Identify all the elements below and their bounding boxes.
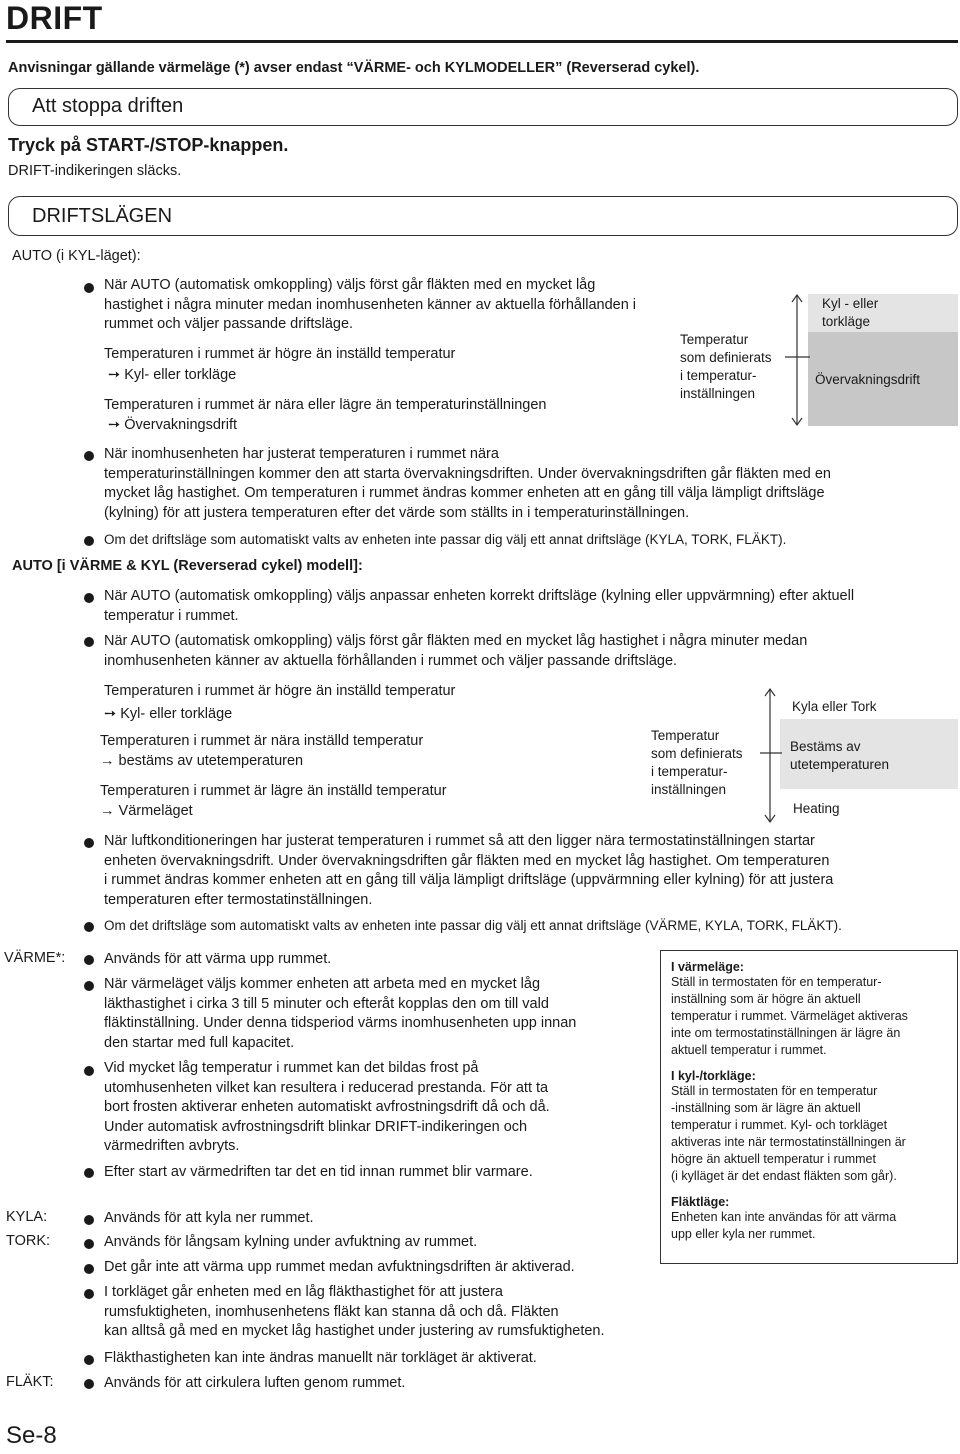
fan-note-text	[671, 1209, 951, 1243]
auto-heat-bullet3	[104, 832, 833, 910]
line: (i kylläget är det endast fläkten som går).	[671, 1169, 897, 1183]
auto-cool-condition2: Temperaturen i rummet är nära eller lägre än temperaturinställningen	[104, 397, 547, 413]
line: inställningen	[680, 386, 756, 401]
auto-cool-bullet1	[104, 276, 636, 335]
line: aktiveras inte när termostatinställningen är	[671, 1135, 906, 1149]
line: i rummet ändras kommer enheten att en gång till välja lämpligt driftsläge (uppvärmning eller kylning) för att justera	[104, 872, 834, 888]
bullet-icon	[84, 1168, 94, 1178]
heat-bullet2	[104, 975, 576, 1053]
arrow-icon: ➙	[108, 417, 125, 433]
line: mycket låg hastighet. Om temperaturen i rummet ändras kommer enheten att en gång till välja lämpligt driftsläge	[104, 485, 825, 501]
line: inte om termostatinställningen är lägre än	[671, 1026, 901, 1040]
diagram1-upper-label	[822, 295, 878, 331]
line: temperatur i rummet.	[104, 607, 239, 624]
stop-instruction: Tryck på START-/STOP-knappen.	[8, 135, 289, 155]
cool-mode-label: KYLA:	[6, 1209, 48, 1225]
bullet-icon	[84, 838, 94, 848]
arrow-icon: ➙	[104, 706, 121, 722]
line: torkläge	[822, 314, 871, 329]
line: temperatur i rummet. Kyl- och torkläget	[671, 1118, 888, 1132]
stop-section-title: Att stoppa driften	[32, 95, 184, 117]
line: Vid mycket låg temperatur i rummet kan det bildas frost på	[104, 1060, 479, 1076]
auto-cool-heading: AUTO (i KYL-läget):	[12, 248, 141, 264]
bullet-icon	[84, 981, 94, 991]
heat-mode-label: VÄRME*:	[4, 950, 66, 966]
line: enheten övervakningsdrift. Under övervakningsdriften går fläkten med en mycket låg hastighet. Om temperaturen	[104, 852, 830, 869]
bullet-icon	[84, 1264, 94, 1274]
line: När AUTO (automatisk omkoppling) väljs först går fläkten med en mycket låg hastighet i några minuter medan	[104, 633, 808, 649]
modes-section-title: DRIFTSLÄGEN	[32, 205, 173, 227]
line: Temperatur	[680, 332, 749, 347]
line: utomhusenheten vilket kan resultera i reducerad prestanda. För att ta	[104, 1079, 549, 1096]
line: värmedriften avbryts.	[104, 1138, 240, 1154]
line: När AUTO (automatisk omkoppling) väljs anpassar enheten korrekt driftsläge (kylning eller uppvärmning) efter aktuell	[104, 588, 855, 604]
auto-cool-bullet2	[104, 445, 831, 523]
line: -inställning som är lägre än aktuell	[671, 1101, 861, 1115]
line: När värmeläget väljs kommer enheten att arbeta med en mycket låg	[104, 976, 541, 992]
line: högre än aktuell temperatur i rummet	[671, 1152, 876, 1166]
auto-cool-result2: ➙ Övervakningsdrift	[108, 417, 238, 433]
line: Ställ in termostaten för en temperatur	[671, 1084, 878, 1098]
bullet-icon	[84, 1066, 94, 1076]
diagram1-temp-label	[680, 331, 772, 403]
bullet-icon	[84, 1215, 94, 1225]
auto-heat-bullet4: Om det driftsläge som automatiskt valts av enheten inte passar dig välj ett annat driftsläge (VÄRME, KYLA, TORK, FLÄKT).	[104, 918, 842, 933]
dry-bullet2: Det går inte att värma upp rummet medan avfuktningsdriften är aktiverad.	[104, 1259, 575, 1275]
line: i temperatur-	[651, 764, 728, 779]
bullet-icon	[84, 536, 94, 546]
title-rule	[6, 40, 958, 43]
diagram2-temp-label	[651, 727, 743, 799]
heat-note-title: I värmeläge:	[671, 960, 744, 974]
bullet-icon	[84, 1379, 94, 1389]
bullet-icon	[84, 593, 94, 603]
diagram1-lower-label: Övervakningsdrift	[815, 372, 921, 387]
auto-heat-condition2: Temperaturen i rummet är nära inställd temperatur	[100, 733, 424, 749]
dry-bullet1: Används för långsam kylning under avfuktning av rummet.	[104, 1234, 478, 1250]
arrow-icon: →	[100, 803, 119, 819]
heat-bullet3	[104, 1059, 550, 1157]
bullet-icon	[84, 283, 94, 293]
line: upp eller kyla ner rummet.	[671, 1227, 816, 1241]
heat-bullet4: Efter start av värmedriften tar det en tid innan rummet blir varmare.	[104, 1164, 533, 1180]
diagram2-range-arrow	[752, 686, 782, 826]
bullet-icon	[84, 1289, 94, 1299]
line: utetemperaturen	[790, 757, 890, 772]
stop-note: DRIFT-indikeringen släcks.	[8, 163, 182, 179]
auto-heat-bullet2	[104, 632, 807, 671]
diagram2-mid-label	[790, 738, 889, 774]
line: Bestäms av	[790, 739, 861, 754]
page-title: DRIFT	[6, 0, 103, 36]
auto-heat-result2: → bestäms av utetemperaturen	[100, 753, 304, 769]
line: Temperatur	[651, 728, 720, 743]
auto-heat-result3: → Värmeläget	[100, 803, 193, 819]
heat-note-text	[671, 974, 951, 1059]
line: den startar med full kapacitet.	[104, 1034, 295, 1051]
auto-heat-bullet1	[104, 587, 854, 626]
line: aktuell temperatur i rummet.	[671, 1043, 827, 1057]
line: Under automatisk avfrostningsdrift blinkar DRIFT-indikeringen och	[104, 1118, 528, 1135]
auto-heat-result1: ➙ Kyl- eller torkläge	[104, 706, 233, 722]
auto-heat-condition3: Temperaturen i rummet är lägre än inställd temperatur	[100, 783, 447, 799]
line: inomhusenheten känner av aktuella förhållanden i rummet och väljer passande driftsläge.	[104, 652, 678, 669]
auto-cool-bullet3: Om det driftsläge som automatiskt valts av enheten inte passar dig välj ett annat driftsläge (KYLA, TORK, FLÄKT).	[104, 532, 787, 547]
auto-heat-condition1: Temperaturen i rummet är högre än inställd temperatur	[104, 683, 456, 699]
bullet-icon	[84, 451, 94, 461]
bullet-icon	[84, 955, 94, 965]
line: inställning som är högre än aktuell	[671, 992, 861, 1006]
diagram2-bottom-label: Heating	[793, 801, 840, 816]
line: kan alltså gå med en mycket låg hastighet under justering av rumsfuktigheten.	[104, 1323, 605, 1339]
line: Kyl - eller	[822, 296, 879, 311]
cool-note-text	[671, 1083, 951, 1185]
line: När luftkonditioneringen har justerat temperaturen i rummet så att den ligger nära termostatinställningen startar	[104, 833, 815, 849]
line: I torkläget går enheten med en låg fläkthastighet för att justera	[104, 1284, 503, 1300]
line: läkthastighet i cirka 3 till 5 minuter och efteråt kopplas den om till vald	[104, 995, 549, 1012]
fan-note-title: Fläktläge:	[671, 1195, 730, 1209]
intro-note: Anvisningar gällande värmeläge (*) avser endast “VÄRME- och KYLMODELLER” (Reverserad cykel).	[8, 60, 700, 76]
line: temperaturen efter termostatinställningen.	[104, 891, 373, 908]
line: inställningen	[651, 782, 727, 797]
dry-bullet3	[104, 1283, 605, 1342]
diagram1-range-arrow	[780, 292, 810, 430]
fan-bullet1: Används för att cirkulera luften genom rummet.	[104, 1375, 406, 1391]
dry-bullet4: Fläkthastigheten kan inte ändras manuellt när torkläget är aktiverat.	[104, 1350, 537, 1366]
arrow-icon: →	[100, 753, 119, 769]
line: När inomhusenheten har justerat temperaturen i rummet nära	[104, 446, 499, 462]
line: temperatur i rummet. Värmeläget aktiveras	[671, 1009, 908, 1023]
dry-mode-label: TORK:	[6, 1233, 51, 1249]
diagram2-top-label: Kyla eller Tork	[792, 699, 877, 714]
heat-bullet1: Används för att värma upp rummet.	[104, 951, 332, 967]
line: bort frosten aktiverar enheten automatiskt avfrostningsdrift då och då.	[104, 1099, 550, 1115]
line: som definierats	[651, 746, 743, 761]
line: som definierats	[680, 350, 772, 365]
bullet-icon	[84, 1239, 94, 1249]
line: temperaturinställningen kommer den att starta övervakningsdriften. Under övervakningsdriften går fläkten med en	[104, 465, 831, 482]
line: hastighet i några minuter medan inomhusenheten känner av aktuella förhållanden i	[104, 296, 637, 313]
line: fläktinställning. Under denna tidsperiod värms inomhusenheten upp innan	[104, 1015, 577, 1031]
settings-note-content	[671, 960, 951, 1243]
auto-heat-heading: AUTO [i VÄRME & KYL (Reverserad cykel) modell]:	[12, 558, 363, 574]
auto-cool-condition1: Temperaturen i rummet är högre än inställd temperatur	[104, 346, 456, 362]
cool-note-title: I kyl-/torkläge:	[671, 1069, 756, 1083]
arrow-icon: ➙	[108, 367, 125, 383]
line: i temperatur-	[680, 368, 757, 383]
line: rummet och väljer passande driftsläge.	[104, 316, 354, 332]
line: När AUTO (automatisk omkoppling) väljs först går fläkten med en mycket låg	[104, 277, 596, 293]
page-number: Se-8	[6, 1422, 57, 1449]
cool-bullet1: Används för att kyla ner rummet.	[104, 1210, 314, 1226]
line: (kylning) för att justera temperaturen efter det värde som ställts in i temperaturinställningen.	[104, 504, 690, 521]
bullet-icon	[84, 637, 94, 647]
line: rumsfuktigheten, inomhusenhetens fläkt kan stanna då och då. Fläkten	[104, 1303, 559, 1320]
bullet-icon	[84, 922, 94, 932]
line: Enheten kan inte användas för att värma	[671, 1210, 897, 1224]
bullet-icon	[84, 1355, 94, 1365]
auto-cool-result1: ➙ Kyl- eller torkläge	[108, 367, 237, 383]
fan-mode-label: FLÄKT:	[6, 1374, 54, 1390]
line: Ställ in termostaten för en temperatur-	[671, 975, 882, 989]
